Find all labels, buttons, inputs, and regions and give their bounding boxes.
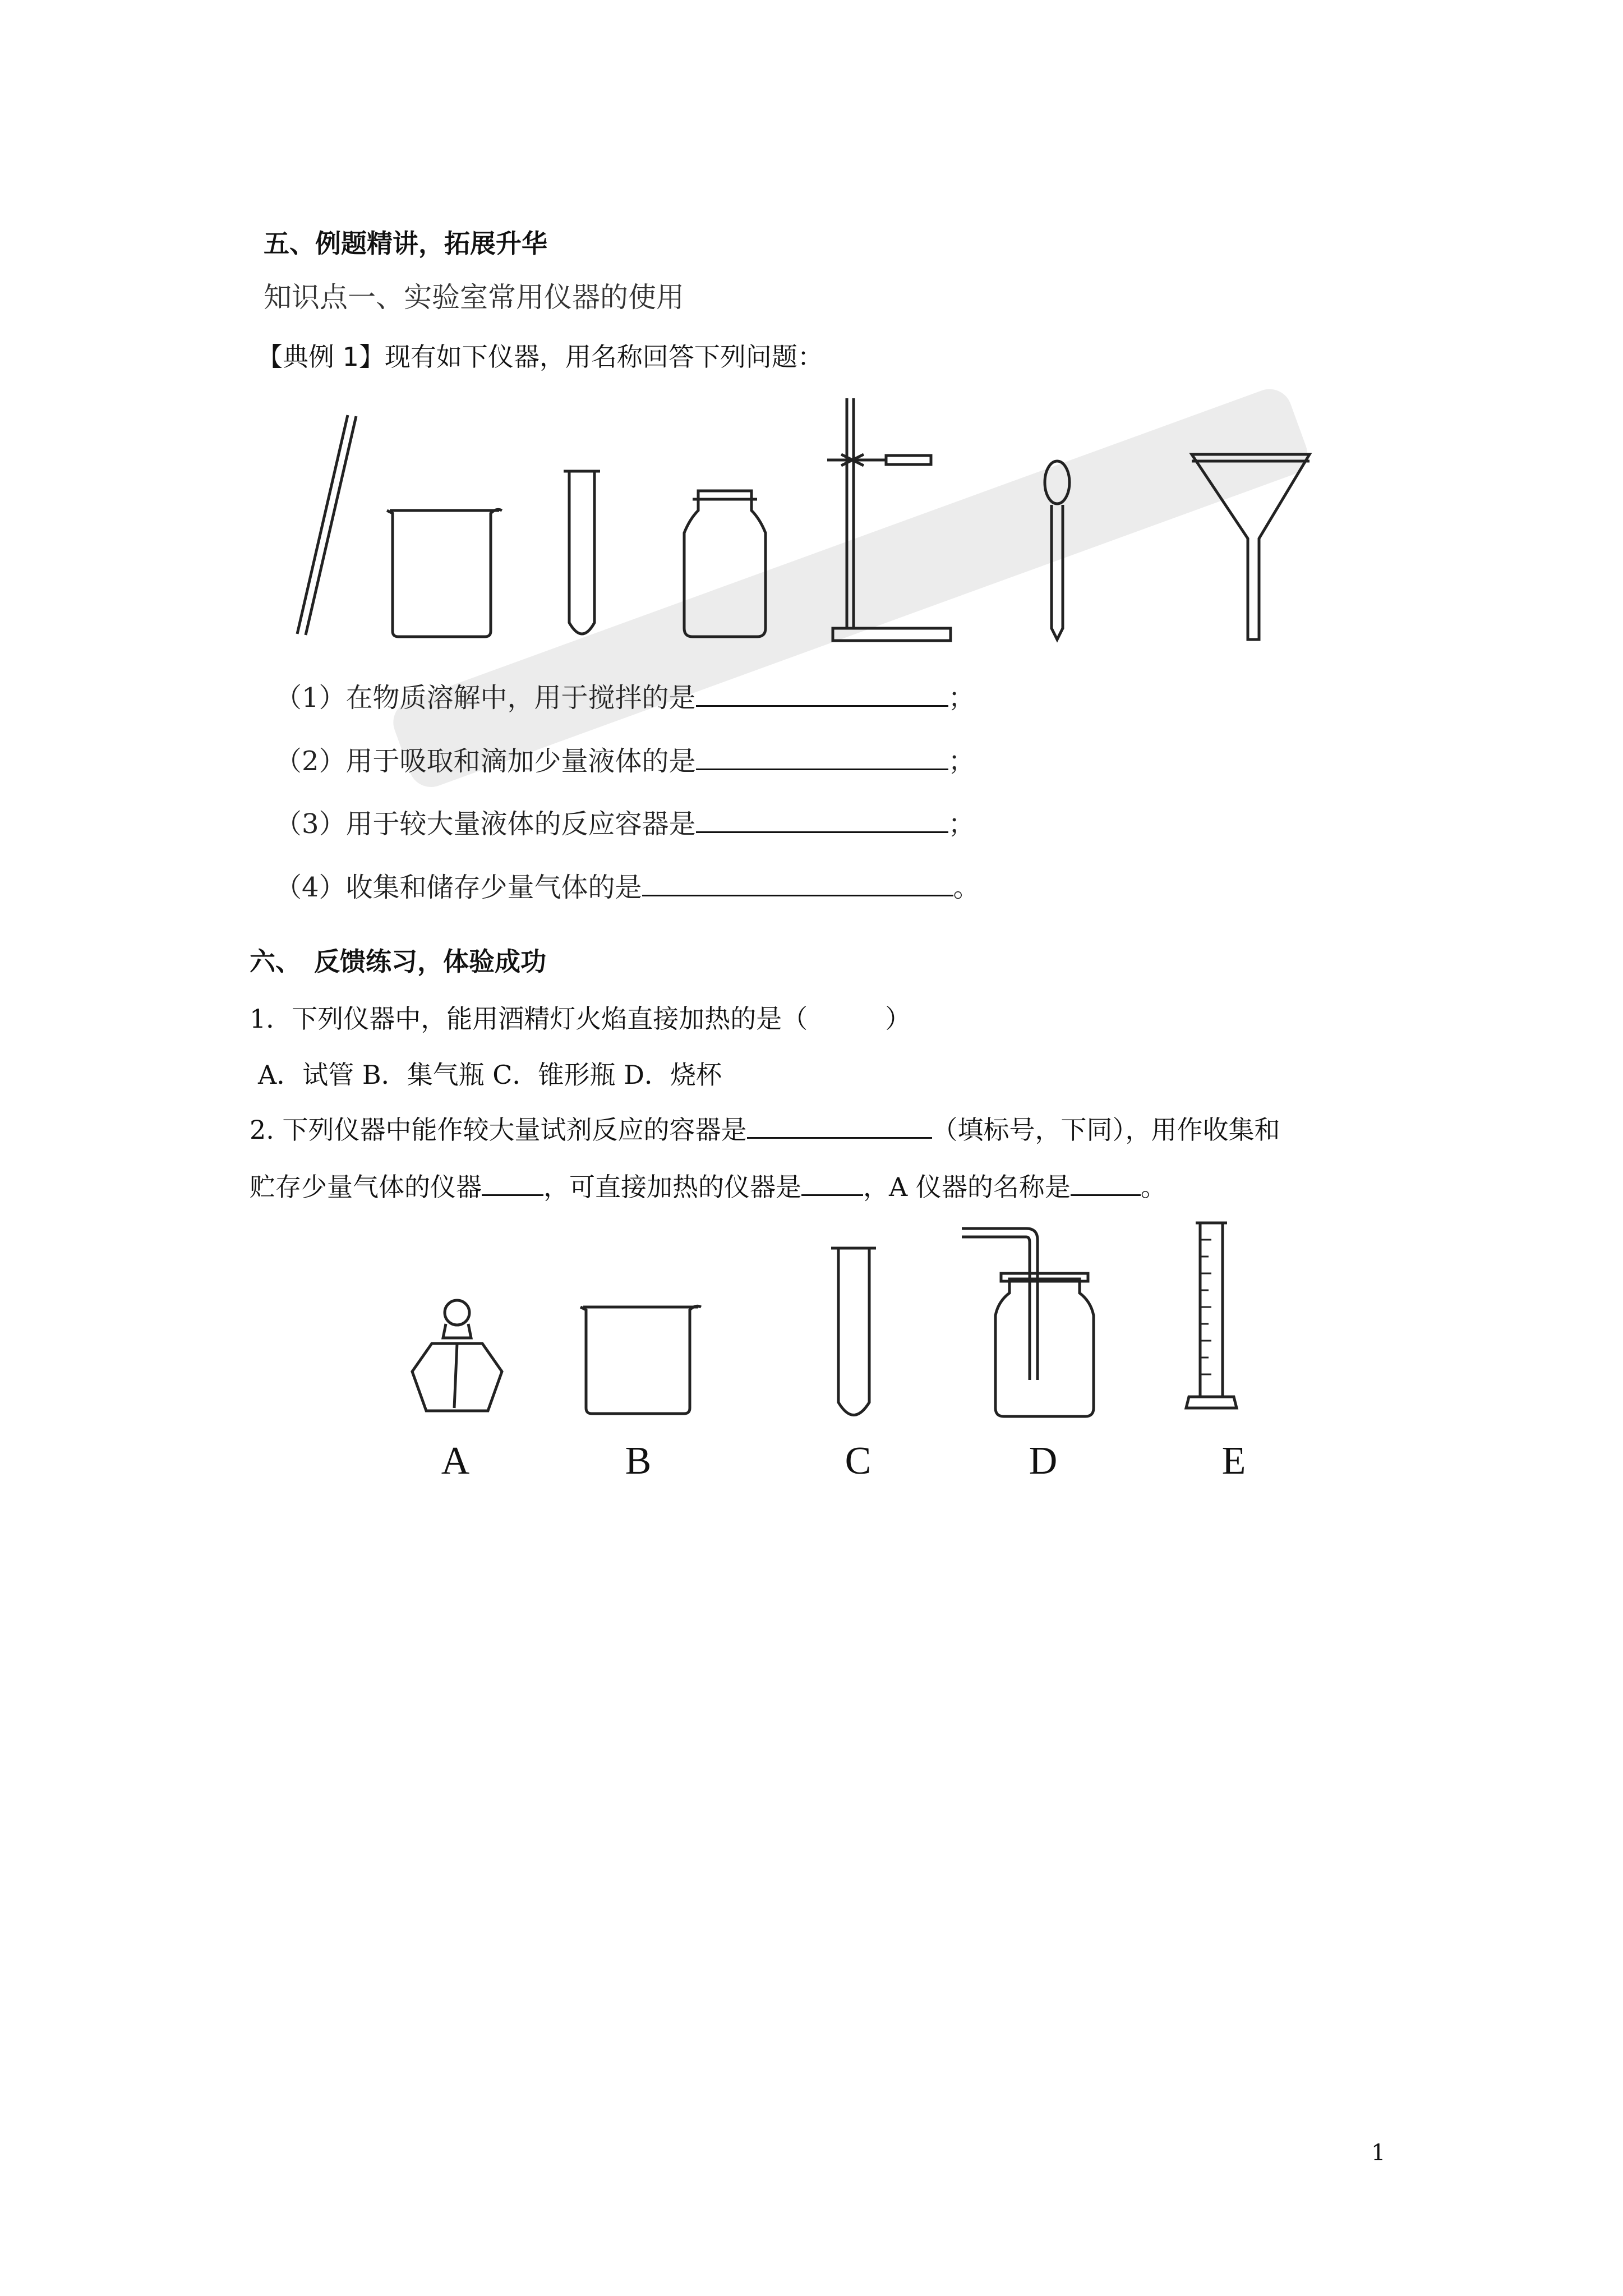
gas-bottle-icon bbox=[684, 491, 766, 637]
answer-blank[interactable] bbox=[1071, 1172, 1141, 1196]
answer-blank[interactable] bbox=[696, 746, 948, 770]
test-tube-icon bbox=[831, 1248, 876, 1415]
option-label-c: C bbox=[845, 1439, 872, 1483]
answer-blank[interactable] bbox=[696, 809, 948, 833]
question-3: （3）用于较大量液体的反应容器是 ； bbox=[275, 808, 975, 840]
test-tube-icon bbox=[564, 471, 600, 634]
funnel-icon bbox=[1192, 454, 1310, 639]
option-label-b: B bbox=[625, 1439, 652, 1483]
lab-instruments-illustration bbox=[280, 393, 1346, 662]
option-label-d: D bbox=[1029, 1439, 1058, 1483]
option-label-a: A bbox=[441, 1439, 470, 1483]
question-1: （1）在物质溶解中，用于搅拌的是 ； bbox=[275, 682, 975, 714]
gas-bottle-icon bbox=[962, 1228, 1094, 1416]
question-4: （4）收集和储存少量气体的是 。 bbox=[275, 872, 980, 903]
question-1-text: 1．下列仪器中，能用酒精灯火焰直接加热的是（ ） bbox=[250, 1004, 911, 1034]
question-2-line-2: 贮存少量气体的仪器 ，可直接加热的仪器是 ，A 仪器的名称是 。 bbox=[250, 1172, 1166, 1202]
question-2: （2）用于吸取和滴加少量液体的是 ； bbox=[275, 746, 975, 777]
answer-blank[interactable] bbox=[747, 1115, 932, 1139]
dropper-icon bbox=[1045, 461, 1069, 639]
answer-blank[interactable] bbox=[696, 683, 948, 707]
section-heading: 六、 反馈练习，体验成功 bbox=[250, 946, 546, 977]
answer-blank[interactable] bbox=[482, 1172, 543, 1196]
glass-rod-icon bbox=[297, 415, 356, 635]
lab-instruments-illustration bbox=[393, 1217, 1290, 1442]
example-intro: 【典例 1】现有如下仪器，用名称回答下列问题： bbox=[257, 342, 823, 372]
section-heading: 五、例题精讲，拓展升华 bbox=[264, 228, 547, 259]
option-label-e: E bbox=[1221, 1439, 1246, 1483]
question-2-line-1: 2. 下列仪器中能作较大量试剂反应的容器是 （填标号，下同），用作收集和 bbox=[250, 1115, 1280, 1145]
beaker-icon bbox=[387, 509, 502, 637]
beaker-icon bbox=[580, 1306, 701, 1414]
answer-blank[interactable] bbox=[642, 872, 953, 896]
page-number: 1 bbox=[1371, 2140, 1386, 2166]
answer-blank[interactable] bbox=[801, 1172, 863, 1196]
question-1-options: A．试管 B．集气瓶 C．锥形瓶 D．烧杯 bbox=[258, 1060, 722, 1090]
measuring-cylinder-icon bbox=[1186, 1223, 1237, 1408]
iron-stand-icon bbox=[827, 398, 951, 641]
alcohol-lamp-icon bbox=[412, 1300, 502, 1411]
knowledge-point-title: 知识点一、实验室常用仪器的使用 bbox=[264, 281, 684, 314]
